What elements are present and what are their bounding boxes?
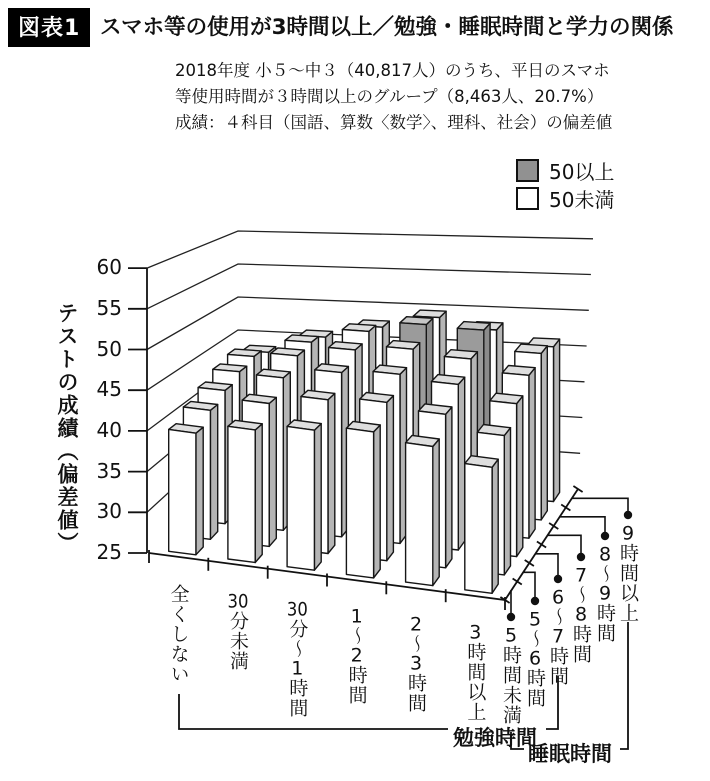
sleep-bracket-right xyxy=(620,622,628,749)
bar-side-face xyxy=(255,424,262,563)
bar-side-face xyxy=(387,396,394,561)
bar-front-face xyxy=(169,429,196,554)
value-tick-label-60: 60 xyxy=(96,255,122,280)
study-category-label: 全くしない xyxy=(167,583,190,684)
sleep-axis-tick xyxy=(561,505,570,511)
study-bracket-left xyxy=(179,694,448,729)
bar-study0-sleep0 xyxy=(169,424,204,555)
sleep-leader-line xyxy=(572,498,628,515)
study-category-label: 1〜2時間 xyxy=(345,607,368,706)
sleep-axis-tick xyxy=(549,523,558,529)
bar-front-face xyxy=(465,464,492,594)
bar-side-face xyxy=(446,407,452,568)
study-category-label: 30分未満 xyxy=(227,591,249,671)
sleep-category-label: 6〜7時間 xyxy=(547,588,569,686)
study-axis-title: 勉強時間 xyxy=(453,726,537,750)
bar-side-face xyxy=(504,428,510,575)
study-category-label: 2〜3時間 xyxy=(405,615,427,714)
bar-study3-sleep0 xyxy=(346,421,380,578)
bar-side-face xyxy=(328,393,335,553)
bar-side-face xyxy=(210,405,217,540)
bar-front-face xyxy=(287,426,314,570)
bar-side-face xyxy=(554,339,560,501)
bar-side-face xyxy=(517,396,523,557)
value-tick-label-55: 55 xyxy=(96,295,122,320)
study-category-label: 3時間以上 xyxy=(464,623,487,723)
sleep-axis-tick xyxy=(537,542,546,548)
bar-side-face xyxy=(492,459,498,593)
value-tick-label-45: 45 xyxy=(96,377,122,402)
value-tick-label-35: 35 xyxy=(96,458,122,483)
bar-front-face xyxy=(346,428,373,578)
sleep-category-label: 8〜9時間 xyxy=(594,545,616,643)
sleep-category-label: 5〜6時間 xyxy=(524,610,546,708)
study-category-label: 30分〜1時間 xyxy=(286,599,309,718)
value-tick-label-30: 30 xyxy=(96,499,122,524)
bar-side-face xyxy=(541,346,547,520)
bar-side-face xyxy=(196,427,203,555)
sleep-leader-dot xyxy=(507,613,515,621)
bar-study1-sleep0 xyxy=(228,420,262,562)
study-bracket-right xyxy=(546,676,558,729)
sleep-leader-dot xyxy=(554,575,562,583)
bar-side-face xyxy=(458,377,464,550)
value-tick-label-50: 50 xyxy=(96,336,122,361)
bar-study4-sleep0 xyxy=(406,435,440,585)
legend-label-above: 50以上 xyxy=(549,160,615,184)
sleep-leader-dot xyxy=(577,553,585,561)
bar-side-face xyxy=(314,424,321,571)
sleep-leader-line xyxy=(523,572,535,601)
subtitle-line-2: 等使用時間が３時間以上のグループ（8,463人、20.7%） xyxy=(175,87,604,106)
bar-side-face xyxy=(529,368,535,539)
sleep-axis-tick xyxy=(513,579,522,585)
sleep-leader-line xyxy=(560,517,605,536)
subtitle-line-3: 成績：４科目（国語、算数〈数学〉、理科、社会）の偏差値 xyxy=(175,113,613,132)
sleep-category-label: 5時間未満 xyxy=(500,626,522,725)
sleep-axis-title: 睡眠時間 xyxy=(528,742,612,766)
sleep-axis-tick xyxy=(573,486,582,492)
value-tick-label-40: 40 xyxy=(96,417,122,442)
bar-study2-sleep0 xyxy=(287,420,321,570)
bar-side-face xyxy=(269,397,276,546)
sleep-category-label: 7〜8時間 xyxy=(570,566,592,664)
bar-study5-sleep0 xyxy=(465,456,498,594)
sleep-leader-line xyxy=(535,554,558,579)
sleep-leader-dot xyxy=(601,532,609,540)
sleep-leader-dot xyxy=(624,511,632,519)
bar-side-face xyxy=(433,439,439,586)
bar-side-face xyxy=(374,425,381,578)
figure-badge: 図表1 xyxy=(8,8,90,47)
sleep-category-label: 9時間以上 xyxy=(617,524,639,623)
bar-front-face xyxy=(228,426,255,562)
legend-label-below: 50未満 xyxy=(549,188,615,212)
sleep-axis-tick xyxy=(525,560,534,566)
value-axis-title: テストの成績（偏差値） xyxy=(55,302,79,555)
value-tick-label-25: 25 xyxy=(96,540,122,564)
subtitle-line-1: 2018年度 小５〜中３（40,817人）のうち、平日のスマホ xyxy=(175,61,610,80)
bar-front-face xyxy=(406,443,433,586)
gridline-60 xyxy=(147,231,593,268)
sleep-leader-dot xyxy=(531,597,539,605)
figure-title: スマホ等の使用が3時間以上／勉強・睡眠時間と学力の関係 xyxy=(100,15,674,40)
